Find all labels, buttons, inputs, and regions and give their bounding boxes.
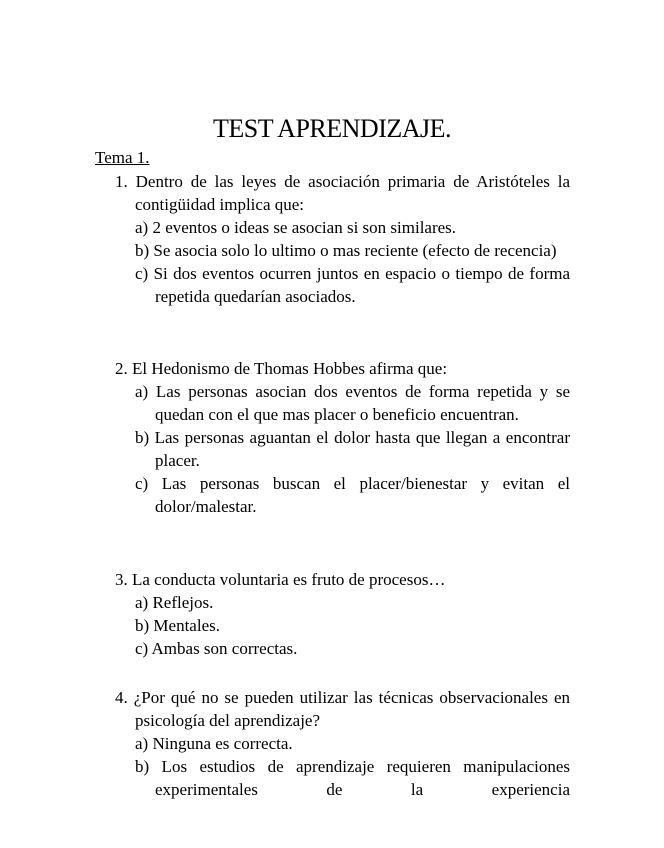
question-1-number: 1.: [115, 172, 128, 191]
question-4-option-b: b) Los estudios de aprendizaje requieren manipulaciones experimentales de la experiencia: [135, 757, 570, 799]
question-3-option-b: b) Mentales.: [135, 616, 220, 635]
question-4-text: [115, 686, 570, 732]
question-3: [115, 568, 570, 660]
question-1-option-b: b) Se asocia solo lo ultimo o mas reciente (efecto de recencia): [135, 241, 557, 260]
question-4-stem: ¿Por qué no se pueden utilizar las técnicas observacionales en psicología del aprendizaje?: [133, 688, 571, 730]
document-title: TEST APRENDIZAJE.: [212, 114, 452, 143]
question-1-stem: Dentro de las leyes de asociación primaria de Aristóteles la contigüidad implica que:: [135, 172, 571, 214]
question-3-text: [115, 568, 570, 591]
question-1: [115, 170, 570, 308]
question-3-stem: La conducta voluntaria es fruto de procesos…: [132, 570, 446, 589]
question-3-number: 3.: [115, 570, 128, 589]
question-1-option-a: a) 2 eventos o ideas se asocian si son similares.: [135, 218, 457, 237]
section-heading: Tema 1.: [95, 148, 150, 167]
question-2-option-a: a) Las personas asocian dos eventos de forma repetida y se quedan con el que mas placer o beneficio encuentran.: [135, 382, 570, 424]
question-2-option-b: b) Las personas aguantan el dolor hasta que llegan a encontrar placer.: [135, 428, 570, 470]
question-3-option-c: c) Ambas son correctas.: [135, 639, 298, 658]
question-3-option-a: a) Reflejos.: [135, 593, 214, 612]
question-2: [115, 357, 570, 518]
question-4-option-a: a) Ninguna es correcta.: [135, 734, 293, 753]
question-1-option-c: c) Si dos eventos ocurren juntos en espacio o tiempo de forma repetida quedarían asociados.: [135, 264, 570, 306]
question-1-text: [115, 170, 570, 216]
question-2-stem: El Hedonismo de Thomas Hobbes afirma que:: [132, 359, 448, 378]
question-2-text: [115, 357, 570, 380]
question-4-number: 4.: [115, 688, 128, 707]
question-4: [115, 686, 570, 801]
question-2-number: 2.: [115, 359, 128, 378]
question-2-option-c: c) Las personas buscan el placer/bienestar y evitan el dolor/malestar.: [135, 474, 570, 516]
